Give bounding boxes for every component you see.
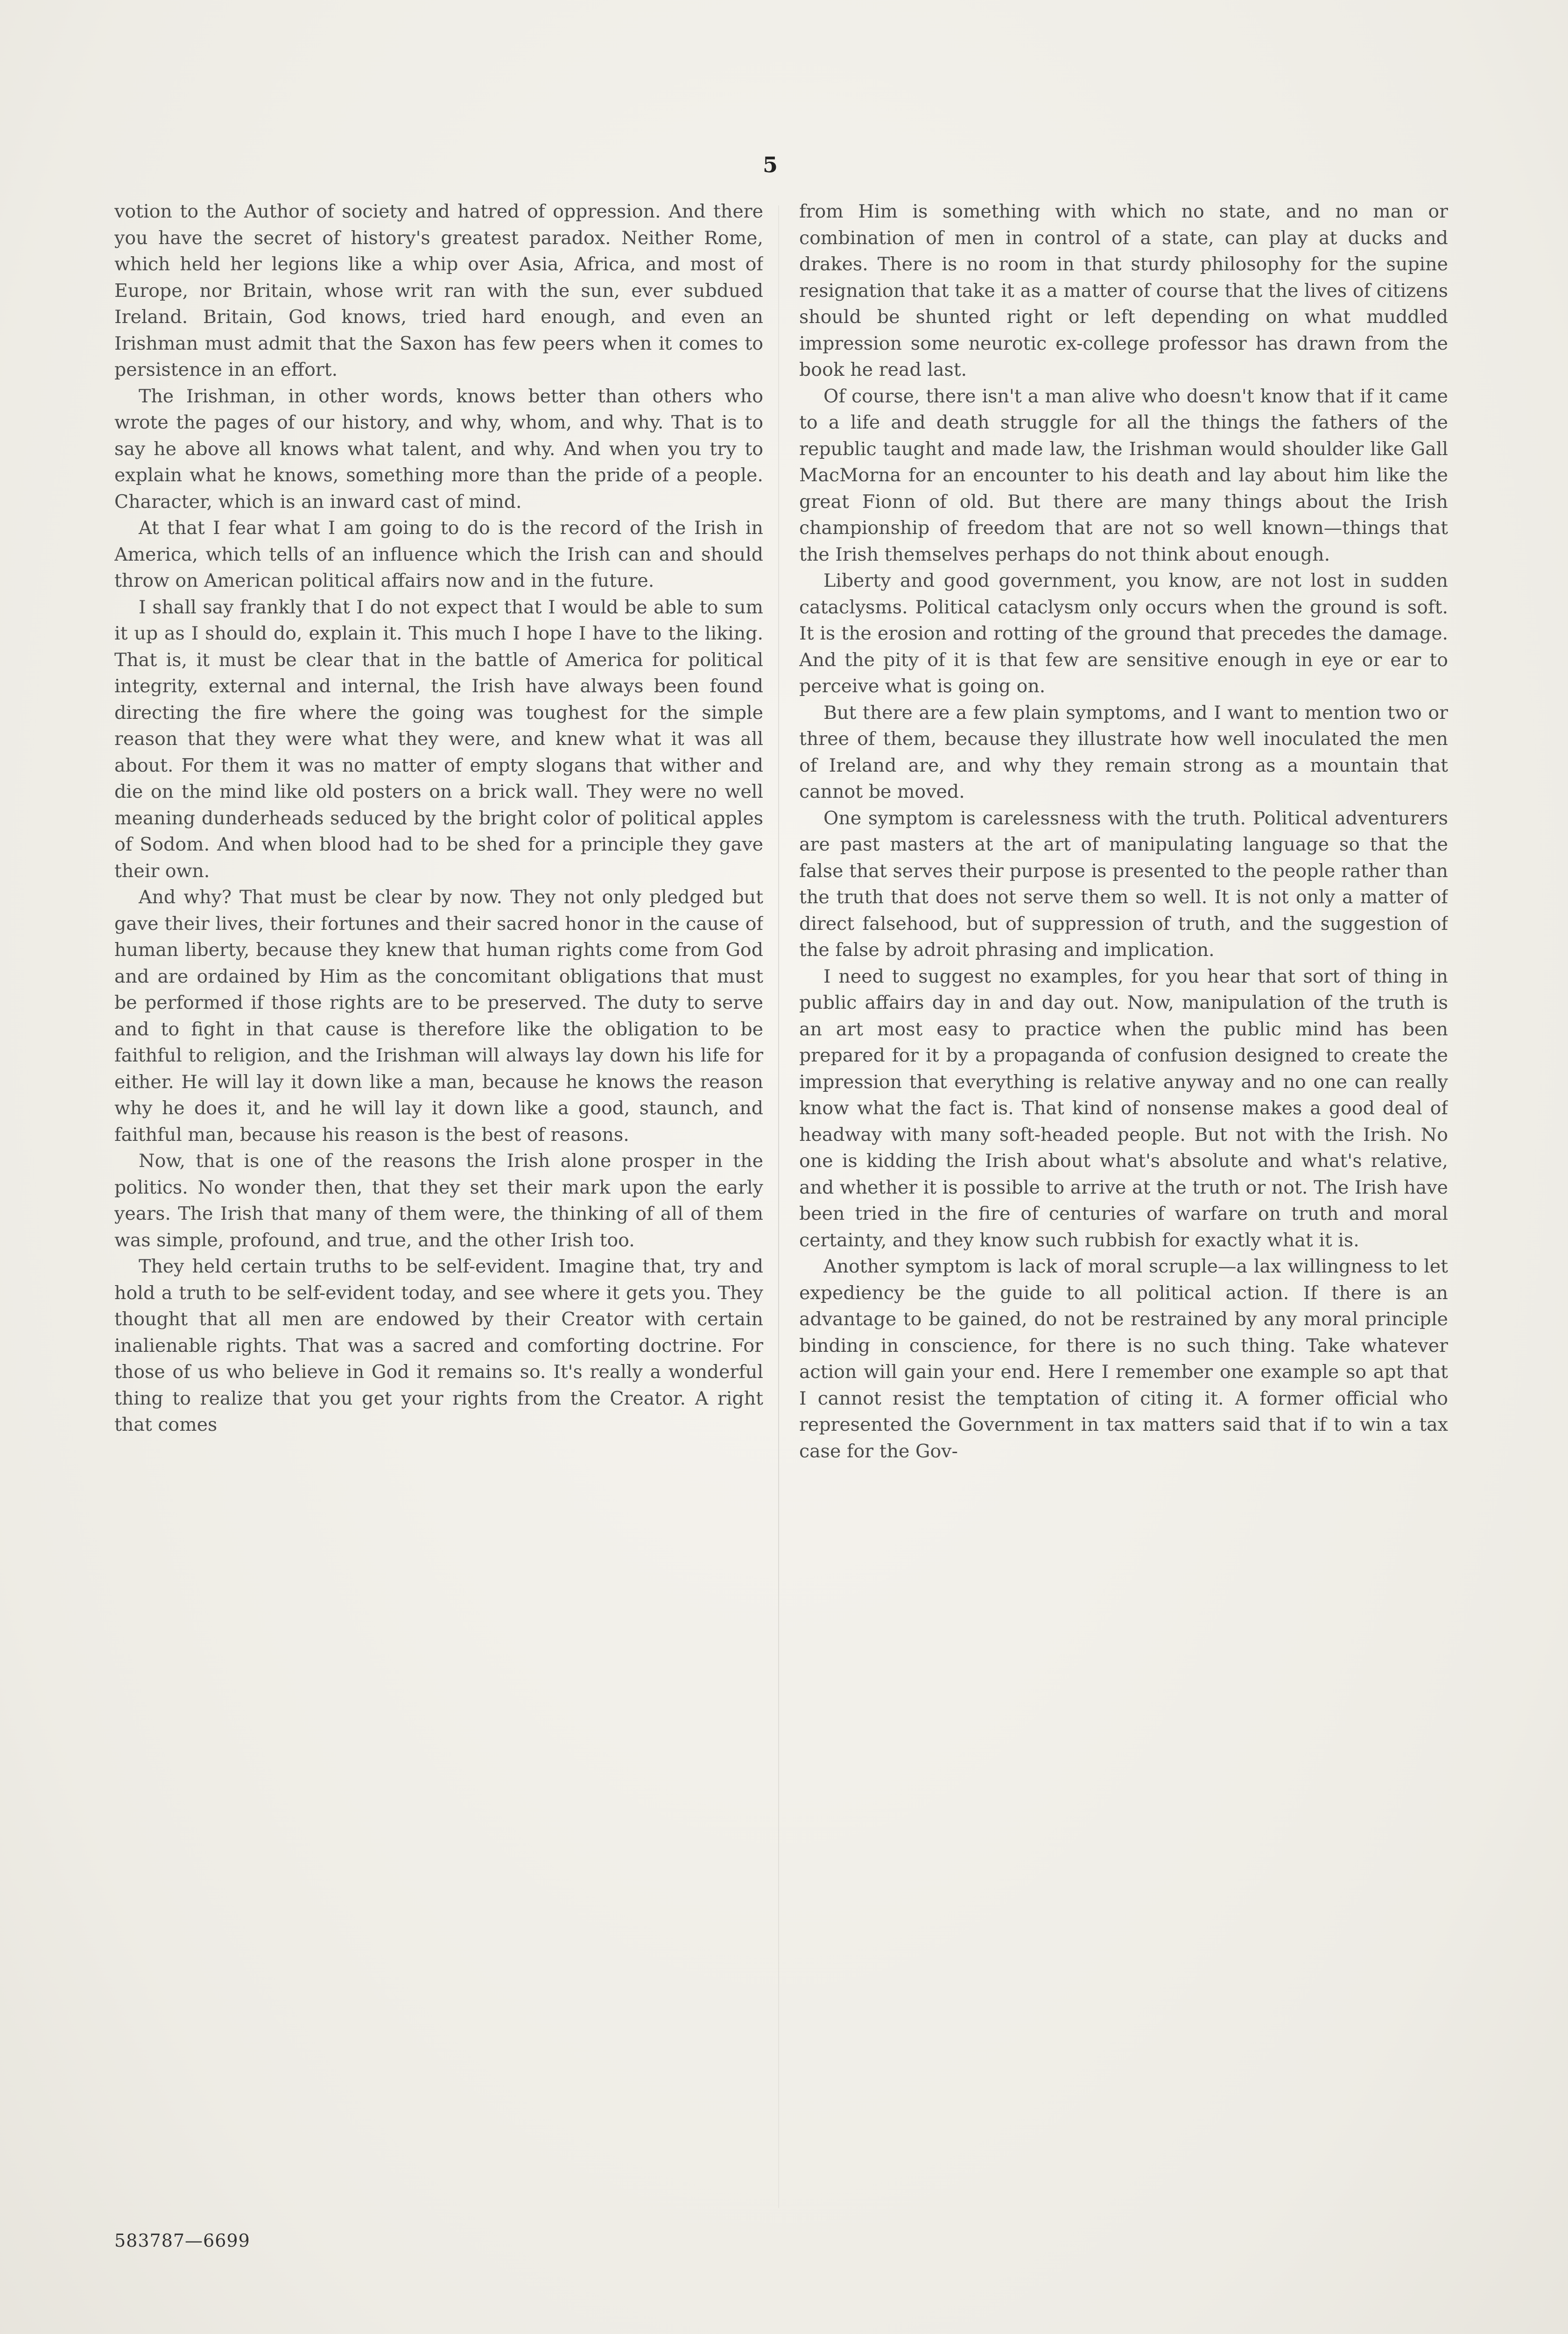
left-paragraph-2: The Irishman, in other words, knows better than others who wrote the pages of our history, and why, whom, and why. That is to say he above all knows what talent, and why. And when you try to explain what he knows, something more than the pride of a people. Character, which is an inward cast of mind. <box>114 385 763 513</box>
right-paragraph-4: But there are a few plain symptoms, and I want to mention two or three of them, because they illustrate how well inoculated the men of Ireland are, and why they remain strong as a mountain that cannot be moved. <box>799 702 1448 802</box>
right-paragraph-6: I need to suggest no examples, for you hear that sort of thing in public affairs day in and day out. Now, manipulation of the truth is an art most easy to practice when the public mind has been prepared for it by a propaganda of confusion designed to create the impression that everything is relative anyway and no one can really know what the fact is. That kind of nonsense makes a good deal of headway with many soft-headed people. But not with the Irish. No one is kidding the Irish about what's absolute and what's relative, and whether it is possible to arrive at the truth or not. The Irish have been tried in the fire of centuries of warfare on truth and moral certainty, and they know such rubbish for exactly what it is. <box>799 965 1448 1251</box>
left-column <box>114 198 763 2276</box>
right-paragraph-3: Liberty and good government, you know, are not lost in sudden cataclysms. Political cataclysm only occurs when the ground is soft. It is the erosion and rotting of the ground that precedes the damage. And the pity of it is that few are sensitive enough in eye or ear to perceive what is going on. <box>799 570 1448 697</box>
column-divider <box>778 205 779 2208</box>
right-paragraph-5: One symptom is carelessness with the truth. Political adventurers are past masters at the art of manipulating language so that the false that serves their purpose is presented to the people rather than the truth that does not serve them so well. It is not only a matter of direct falsehood, but of suppression of truth, and the suggestion of the false by adroit phrasing and implication. <box>799 807 1448 961</box>
right-paragraph-1: from Him is something with which no state, and no man or combination of men in control of a state, can play at ducks and drakes. There is no room in that sturdy philosophy for the supine resignation that take it as a matter of course that the lives of citizens should be shunted right or left depending on what muddled impression some neurotic ex-college professor has drawn from the book he read last. <box>799 201 1448 380</box>
right-paragraph-7: Another symptom is lack of moral scruple—a lax willingness to let expediency be the guide to all political action. If there is an advantage to be gained, do not be restrained by any moral principle binding in conscience, for there is no such thing. Take whatever action will gain your end. Here I remember one example so apt that I cannot resist the temptation of citing it. A former official who represented the Government in tax matters said that if to win a tax case for the Gov- <box>799 1256 1448 1462</box>
left-paragraph-3: At that I fear what I am going to do is the record of the Irish in America, which tells of an influence which the Irish can and should throw on American political affairs now and in the future. <box>114 517 763 591</box>
right-column <box>799 198 1448 2276</box>
left-paragraph-5: And why? That must be clear by now. They not only pledged but gave their lives, their fortunes and their sacred honor in the cause of human liberty, because they knew that human rights come from God and are ordained by Him as the concomitant obligations that must be performed if those rights are to be preserved. The duty to serve and to fight in that cause is therefore like the obligation to be faithful to religion, and the Irishman will always lay down his life for either. He will lay it down like a man, because he knows the reason why he does it, and he will lay it down like a good, staunch, and faithful man, because his reason is the best of reasons. <box>114 886 763 1146</box>
print-code: 583787—6699 <box>114 2230 250 2251</box>
left-paragraph-7: They held certain truths to be self-evident. Imagine that, try and hold a truth to be self-evident today, and see where it gets you. They thought that all men are endowed by their Creator with certain inalienable rights. That was a sacred and comforting doctrine. For those of us who believe in God it remains so. It's really a wonderful thing to realize that you get your rights from the Creator. A right that comes <box>114 1256 763 1435</box>
right-paragraph-2: Of course, there isn't a man alive who doesn't know that if it came to a life and death struggle for all the things the fathers of the republic taught and made law, the Irishman would shoulder like Gall MacMorna for an encounter to his death and lay about him like the great Fionn of old. But there are many things about the Irish championship of freedom that are not so well known—things that the Irish themselves perhaps do not think about enough. <box>799 385 1448 565</box>
left-paragraph-6: Now, that is one of the reasons the Irish alone prosper in the politics. No wonder then, that they set their mark upon the early years. The Irish that many of them were, the thinking of all of them was simple, profound, and true, and the other Irish too. <box>114 1150 763 1251</box>
left-paragraph-4: I shall say frankly that I do not expect that I would be able to sum it up as I should do, explain it. This much I hope I have to the liking. That is, it must be clear that in the battle of America for political integrity, external and internal, the Irish have always been found directing the fire where the going was toughest for the simple reason that they were what they were, and knew what it was all about. For them it was no matter of empty slogans that wither and die on the mind like old posters on a brick wall. They were no well meaning dunderheads seduced by the bright color of political apples of Sodom. And when blood had to be shed for a principle they gave their own. <box>114 596 763 882</box>
left-paragraph-1: votion to the Author of society and hatred of oppression. And there you have the secret of history's greatest paradox. Neither Rome, which held her legions like a whip over Asia, Africa, and most of Europe, nor Britain, whose writ ran with the sun, ever subdued Ireland. Britain, God knows, tried hard enough, and even an Irishman must admit that the Saxon has few peers when it comes to persistence in an effort. <box>114 201 763 380</box>
page-number: 5 <box>762 152 778 177</box>
